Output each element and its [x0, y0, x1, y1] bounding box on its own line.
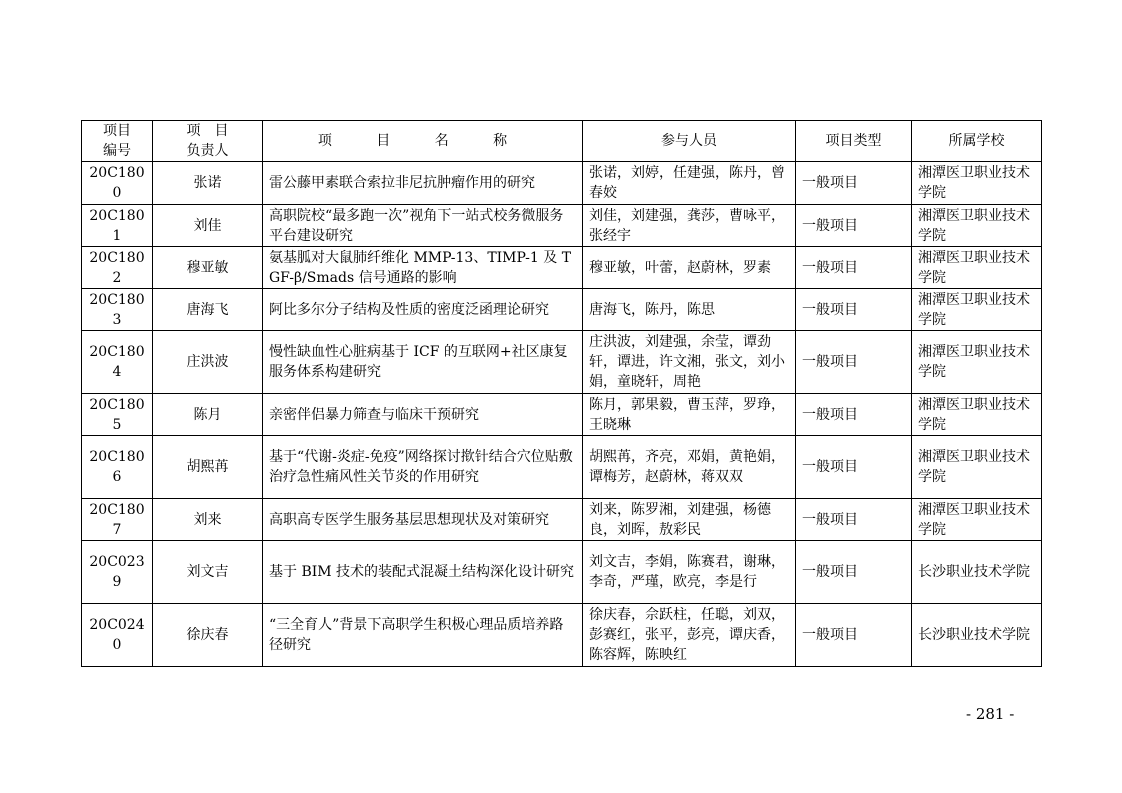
cell-school: [912, 331, 1042, 394]
cell-project-id-text: 20C1807: [89, 501, 145, 538]
cell-project-type: [796, 247, 912, 289]
cell-members: [583, 499, 796, 541]
table-row: [82, 436, 1042, 499]
cell-school-text: 湘潭医卫职业技术学院: [918, 344, 1030, 380]
cell-project-id-text: 20C1803: [89, 291, 145, 328]
cell-project-id: [82, 604, 153, 667]
cell-school: [912, 604, 1042, 667]
cell-school-text: 湘潭医卫职业技术学院: [918, 396, 1030, 433]
cell-leader: [153, 394, 263, 436]
cell-leader-text: 刘来: [193, 511, 222, 528]
cell-leader: [153, 162, 263, 205]
cell-project-title: [263, 604, 583, 667]
table-row: [82, 162, 1042, 205]
header-project-title: [263, 121, 583, 162]
cell-project-type-text: 一般项目: [802, 564, 858, 580]
cell-leader-text: 胡熙苒: [186, 459, 229, 475]
cell-project-type: [796, 331, 912, 394]
cell-project-type-text: 一般项目: [802, 259, 858, 276]
cell-project-id: [82, 394, 153, 436]
cell-school: [912, 541, 1042, 604]
cell-project-id-text: 20C1804: [89, 344, 145, 380]
cell-members: [583, 604, 796, 667]
table-row: [82, 604, 1042, 667]
cell-project-title-text: 亲密伴侣暴力筛查与临床干预研究: [269, 406, 479, 423]
cell-project-id: [82, 499, 153, 541]
header-project-type: [796, 121, 912, 162]
cell-project-type: [796, 541, 912, 604]
header-members-text: 参与人员: [661, 133, 717, 149]
cell-school-text: 湘潭医卫职业技术学院: [918, 501, 1030, 538]
cell-project-title-text: “三全育人”背景下高职学生积极心理品质培养路径研究: [269, 617, 564, 653]
cell-project-id: [82, 205, 153, 247]
cell-school-text: 湘潭医卫职业技术学院: [918, 291, 1030, 328]
cell-project-type-text: 一般项目: [802, 459, 858, 475]
cell-project-title: [263, 499, 583, 541]
cell-members-text: 穆亚敏，叶蕾，赵蔚林，罗素: [589, 259, 771, 276]
table-row: [82, 331, 1042, 394]
cell-project-type-text: 一般项目: [802, 627, 858, 643]
table-row: [82, 247, 1042, 289]
cell-school: [912, 394, 1042, 436]
cell-leader-text: 庄洪波: [186, 354, 229, 370]
cell-leader: [153, 499, 263, 541]
cell-members: [583, 331, 796, 394]
cell-leader-text: 刘佳: [193, 217, 222, 234]
cell-project-id-text: 20C1801: [89, 207, 145, 244]
cell-members-text: 庄洪波，刘建强，余莹，谭劲轩，谭进，许文湘，张文，刘小娟，童晓轩，周艳: [589, 334, 785, 390]
table-row: [82, 289, 1042, 331]
cell-project-title: [263, 289, 583, 331]
cell-school-text: 长沙职业技术学院: [918, 564, 1030, 580]
cell-project-type: [796, 499, 912, 541]
cell-school: [912, 247, 1042, 289]
cell-project-title-text: 基于“代谢-炎症-免疫”网络探讨揿针结合穴位贴敷治疗急性痛风性关节炎的作用研究: [269, 449, 573, 485]
cell-project-type: [796, 436, 912, 499]
cell-school: [912, 162, 1042, 205]
cell-school-text: 长沙职业技术学院: [918, 627, 1030, 643]
cell-project-id: [82, 331, 153, 394]
cell-school: [912, 205, 1042, 247]
cell-members: [583, 436, 796, 499]
cell-school-text: 湘潭医卫职业技术学院: [918, 207, 1030, 244]
cell-school: [912, 289, 1042, 331]
cell-project-title-text: 雷公藤甲素联合索拉非尼抗肿瘤作用的研究: [269, 175, 535, 191]
cell-members-text: 胡熙苒，齐亮，邓娟，黄艳娟，谭梅芳，赵蔚林，蒋双双: [589, 449, 785, 485]
cell-members-text: 刘来，陈罗湘，刘建强，杨德良，刘晖，敖彩民: [589, 501, 771, 538]
cell-leader: [153, 205, 263, 247]
cell-project-title-text: 高职高专医学生服务基层思想现状及对策研究: [269, 511, 549, 528]
cell-project-title-text: 氨基胍对大鼠肺纤维化 MMP-13、TIMP-1 及 TGF-β/Smads 信号通路的影响: [269, 249, 572, 286]
cell-project-title-text: 基于 BIM 技术的装配式混凝土结构深化设计研究: [269, 564, 575, 580]
cell-project-type-text: 一般项目: [802, 354, 858, 370]
cell-project-id-text: 20C0240: [89, 617, 145, 653]
header-leader-line2: 负责人: [186, 143, 229, 159]
cell-project-type-text: 一般项目: [802, 406, 858, 423]
cell-project-title: [263, 205, 583, 247]
table-header-row: [82, 121, 1042, 162]
cell-members: [583, 247, 796, 289]
table-row: [82, 205, 1042, 247]
cell-project-type-text: 一般项目: [802, 175, 858, 191]
cell-project-type-text: 一般项目: [802, 217, 858, 234]
header-project-title-text: 项 目 名 称: [317, 133, 528, 149]
cell-leader-text: 张诺: [193, 175, 222, 191]
cell-leader: [153, 289, 263, 331]
header-project-id-line1: 项目: [103, 123, 131, 139]
cell-project-type: [796, 205, 912, 247]
cell-members-text: 陈月，郭果毅，曹玉萍，罗琤，王晓琳: [589, 396, 785, 433]
cell-project-title: [263, 162, 583, 205]
cell-project-type: [796, 394, 912, 436]
cell-school-text: 湘潭医卫职业技术学院: [918, 449, 1030, 485]
cell-leader-text: 刘文吉: [186, 564, 229, 580]
header-leader-line1: 项 目: [186, 123, 229, 139]
cell-members-text: 张诺，刘婷，任建强，陈丹，曾春姣: [589, 165, 785, 201]
cell-leader-text: 唐海飞: [186, 301, 229, 318]
cell-members: [583, 162, 796, 205]
cell-leader: [153, 436, 263, 499]
cell-leader: [153, 247, 263, 289]
cell-project-title-text: 高职院校“最多跑一次”视角下一站式校务微服务平台建设研究: [269, 207, 564, 244]
cell-project-type: [796, 604, 912, 667]
cell-project-type-text: 一般项目: [802, 301, 858, 318]
cell-project-title: [263, 436, 583, 499]
cell-members-text: 徐庆春，佘跃柱，任聪，刘双，彭赛红，张平，彭亮，谭庆香，陈容辉，陈映红: [589, 607, 785, 663]
table-row: [82, 499, 1042, 541]
cell-project-id-text: 20C1800: [89, 165, 145, 201]
cell-project-id: [82, 289, 153, 331]
header-school: [912, 121, 1042, 162]
cell-project-id: [82, 541, 153, 604]
header-school-text: 所属学校: [948, 133, 1005, 149]
cell-project-title: [263, 331, 583, 394]
header-members: [583, 121, 796, 162]
cell-members-text: 刘文吉，李娟，陈赛君，谢琳，李奇，严瑾，欧亮，李是行: [589, 554, 785, 590]
cell-leader: [153, 604, 263, 667]
page-number: - 281 -: [966, 705, 1015, 723]
cell-members-text: 唐海飞，陈丹，陈思: [589, 301, 715, 318]
cell-project-title-text: 阿比多尔分子结构及性质的密度泛函理论研究: [269, 301, 549, 318]
table-body: [82, 162, 1042, 667]
cell-school-text: 湘潭医卫职业技术学院: [918, 165, 1030, 201]
cell-school-text: 湘潭医卫职业技术学院: [918, 249, 1030, 286]
cell-leader: [153, 331, 263, 394]
cell-members: [583, 205, 796, 247]
cell-project-id-text: 20C1806: [89, 449, 145, 485]
cell-project-type-text: 一般项目: [802, 511, 858, 528]
cell-members-text: 刘佳，刘建强，龚莎，曹咏平，张经宇: [589, 207, 785, 244]
cell-leader: [153, 541, 263, 604]
cell-leader-text: 穆亚敏: [186, 259, 229, 276]
table-row: [82, 541, 1042, 604]
project-table: [81, 120, 1042, 667]
cell-project-title-text: 慢性缺血性心脏病基于 ICF 的互联网+社区康复服务体系构建研究: [269, 344, 568, 380]
cell-project-id: [82, 247, 153, 289]
cell-school: [912, 436, 1042, 499]
cell-project-title: [263, 247, 583, 289]
cell-project-type: [796, 289, 912, 331]
cell-project-title: [263, 394, 583, 436]
cell-project-id: [82, 436, 153, 499]
cell-members: [583, 289, 796, 331]
header-leader: [153, 121, 263, 162]
table-row: [82, 394, 1042, 436]
cell-members: [583, 541, 796, 604]
cell-project-id-text: 20C1802: [89, 249, 145, 286]
cell-leader-text: 陈月: [193, 406, 222, 423]
header-project-id-line2: 编号: [103, 143, 131, 159]
cell-project-id-text: 20C0239: [89, 554, 145, 590]
cell-project-id-text: 20C1805: [89, 396, 145, 433]
header-project-type-text: 项目类型: [825, 133, 882, 149]
header-project-id: [82, 121, 153, 162]
cell-project-title: [263, 541, 583, 604]
cell-leader-text: 徐庆春: [186, 627, 229, 643]
cell-school: [912, 499, 1042, 541]
cell-project-type: [796, 162, 912, 205]
cell-project-id: [82, 162, 153, 205]
cell-members: [583, 394, 796, 436]
